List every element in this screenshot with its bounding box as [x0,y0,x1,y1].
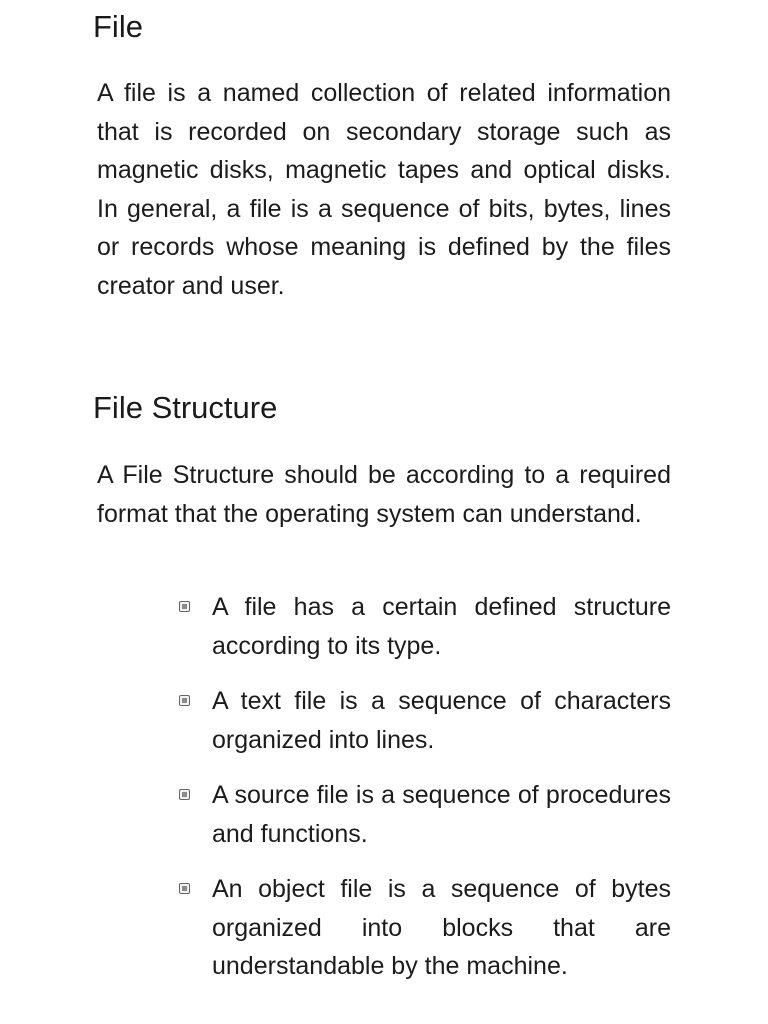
section-heading-file-structure: File Structure [93,390,278,425]
square-bullet-icon [179,789,190,800]
bullet-text: A source file is a sequence of procedures and functions. [212,781,671,848]
list-item [176,682,671,759]
file-structure-paragraph: A File Structure should be according to a required format that the operating system can understand. [97,461,671,528]
bullet-text: An object file is a sequence of bytes organized into blocks that are understandable by the machine. [212,875,671,980]
bullet-text: A text file is a sequence of characters organized into lines. [212,687,671,754]
bullet-text: A file has a certain defined structure according to its type. [212,593,671,660]
section-heading-file: File [93,9,143,44]
square-bullet-icon [179,883,190,894]
list-item [176,776,671,853]
list-item [176,870,671,986]
file-types-bullet-list [176,588,671,986]
list-item [176,588,671,665]
square-bullet-icon [179,601,190,612]
file-definition-paragraph: A file is a named collection of related information that is recorded on secondary storage such as magnetic disks, magnetic tapes and optical disks. In general, a file is a sequence of bits, bytes, lines or records whose meaning is defined by the files creator and user. [97,79,671,300]
square-bullet-icon [179,695,190,706]
